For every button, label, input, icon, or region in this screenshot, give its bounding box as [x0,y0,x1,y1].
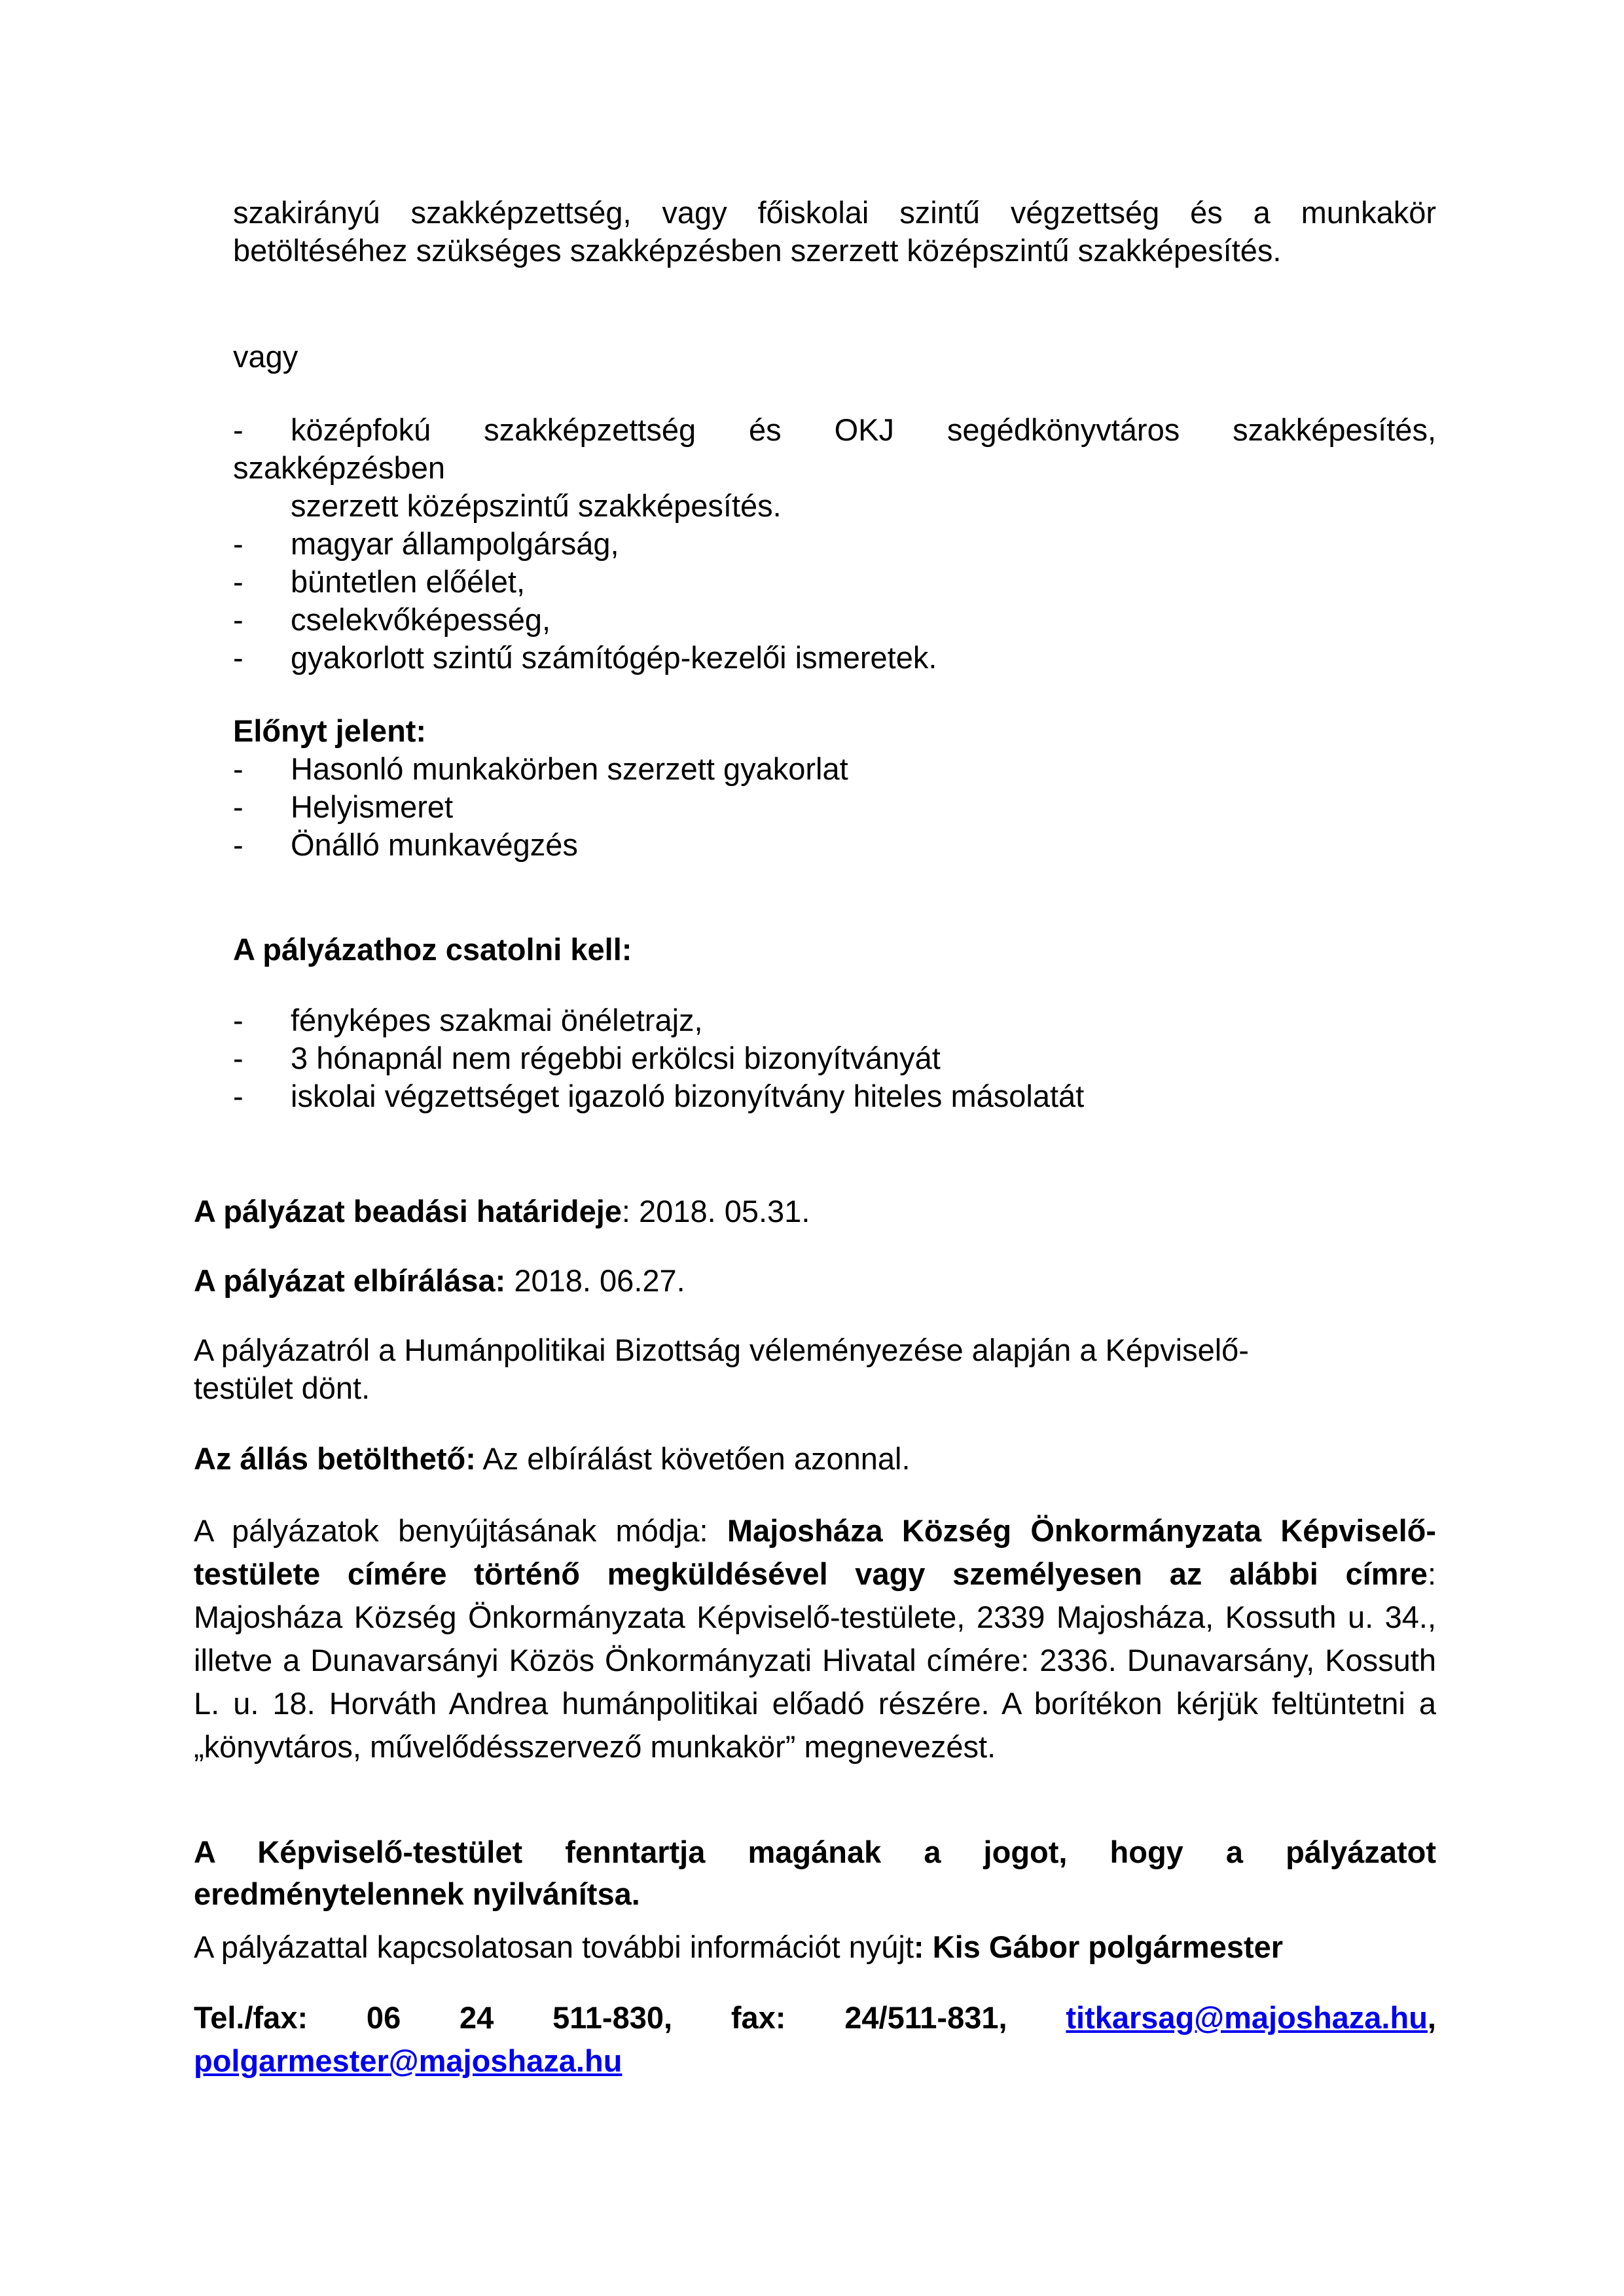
advantage-heading: Előnyt jelent: [233,713,427,748]
list-dash: - [233,640,244,675]
list-item-text: 3 hónapnál nem régebbi erkölcsi bizonyítványát [291,1041,941,1075]
committee-line-2: testület dönt. [194,1371,370,1405]
reservation-text: A Képviselő-testület fenntartja magának a jogot, hogy a pályázatot eredménytelennek nyilvánítsa. [194,1835,1436,1911]
list-item [233,1077,1436,1115]
requirement-first-line: középfokú szakképzettség és OKJ segédkönyvtáros szakképesítés, [291,412,1436,447]
list-item-text: Helyismeret [291,789,454,824]
evaluation-label: A pályázat elbírálása: [194,1263,506,1298]
evaluation-value: 2018. 06.27. [505,1263,685,1298]
committee-line-1: A pályázatról a Humánpolitikai Bizottság véleményezése alapján a Képviselő- [194,1333,1249,1367]
requirement-first-cont: szerzett középszintű szakképesítés. [291,488,782,523]
contact-phone: Tel./fax: 06 24 511-830, fax: 24/511-831, [194,2000,1007,2035]
list-dash: - [233,1041,244,1075]
list-dash: - [233,412,244,447]
fillable-value: Az elbírálást követően azonnal. [475,1441,911,1476]
deadline-label: A pályázat beadási határideje [194,1194,622,1229]
email-link-titkarsag[interactable]: titkarsag@majoshaza.hu [1066,2000,1428,2035]
contact-block [194,1996,1436,2083]
attachments-list [233,1001,1436,1115]
intro-line-1: szakirányú szakképzettség, vagy főiskolai szintű végzettség és a munkakör [233,195,1436,230]
fillable-label: Az állás betölthető: [194,1441,476,1476]
list-item [233,750,1436,788]
attachments-heading: A pályázathoz csatolni kell: [233,932,632,967]
list-item [233,1039,1436,1077]
list-item-text: büntetlen előélet, [291,564,526,599]
list-item [233,1001,1436,1039]
contact-separator: , [1427,2000,1436,2035]
requirement-first-wrap: szakképzésben [233,450,445,485]
intro-paragraph [233,194,1436,270]
deadline-value: : 2018. 05.31. [621,1194,810,1229]
attachments-section [233,931,1436,969]
deadline-line [194,1193,1436,1230]
list-item [233,563,1436,601]
vagy-text: vagy [233,339,298,374]
list-item-text: gyakorlott szintű számítógép-kezelői ismeretek. [291,640,937,675]
list-item [233,639,1436,677]
list-dash: - [233,827,244,862]
committee-paragraph [194,1331,1436,1407]
info-line [194,1928,1436,1966]
list-item-text: Önálló munkavégzés [291,827,578,862]
list-dash: - [233,751,244,786]
email-link-polgarmester[interactable]: polgarmester@majoshaza.hu [194,2043,623,2078]
list-dash: - [233,1003,244,1037]
list-item [233,525,1436,563]
list-item [233,601,1436,639]
list-item-text: iskolai végzettséget igazoló bizonyítvány hiteles másolatát [291,1079,1085,1113]
list-dash: - [233,789,244,824]
list-item-text: magyar állampolgárság, [291,526,619,561]
list-dash: - [233,602,244,637]
info-contact-person: : Kis Gábor polgármester [913,1929,1284,1964]
list-item [233,788,1436,826]
list-item [233,826,1436,864]
fillable-line [194,1440,1436,1478]
info-prefix: A pályázattal kapcsolatosan további információt nyújt [194,1929,914,1964]
requirements-list [233,411,1436,677]
submission-paragraph [194,1509,1436,1768]
intro-line-2: betöltéséhez szükséges szakképzésben szerzett középszintű szakképesítés. [233,233,1282,268]
advantage-section [233,712,1436,864]
list-item-text: fényképes szakmai önéletrajz, [291,1003,703,1037]
evaluation-line [194,1262,1436,1300]
list-item-text: Hasonló munkakörben szerzett gyakorlat [291,751,848,786]
list-dash: - [233,564,244,599]
list-dash: - [233,1079,244,1113]
submission-prefix: A pályázatok benyújtásának módja: [194,1513,727,1548]
submission-rest: : Majosháza Község Önkormányzata Képviselő-testülete, 2339 Majosháza, Kossuth u. 34., illetve a Dunavarsányi Közös Önkormányzati Hivatal címére: 2336. Dunavarsány, Kossuth L. u. 18. Horváth Andrea humánpolitikai előadó részére. A borítékon kérjük feltüntetni a „könyvtáros, művelődésszervező munkakör” megnevezést. [194,1556,1436,1764]
list-dash: - [233,526,244,561]
list-item-text: cselekvőképesség, [291,602,551,637]
submission-bold: Majosháza Község Önkormányzata Képviselő-testülete címére történő megküldésével vagy személyesen az alábbi címre [194,1513,1436,1591]
list-item [233,411,1436,449]
reservation-paragraph [194,1831,1436,1915]
